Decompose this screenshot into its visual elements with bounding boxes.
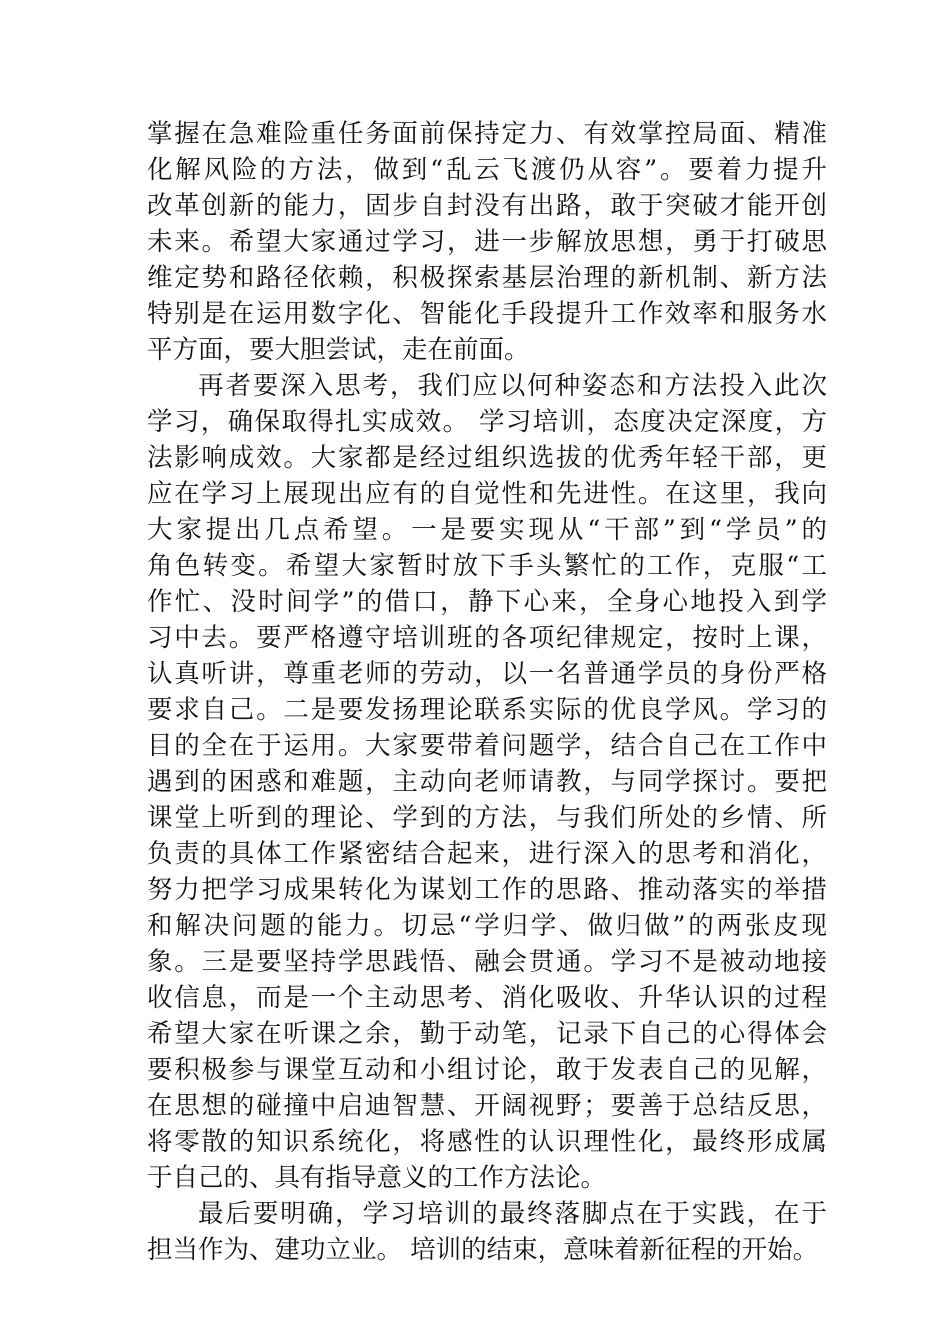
text-line: 担当作为、建功立业。 培训的结束，意味着新征程的开始。 <box>147 1235 819 1265</box>
text-line: 角色转变。希望大家暂时放下手头繁忙的工作，克服“工 <box>147 551 827 581</box>
text-line: 维定势和路径依赖，积极探索基层治理的新机制、新方法 <box>147 263 827 293</box>
text-line: 要积极参与课堂互动和小组讨论，敢于发表自己的见解， <box>147 1055 827 1085</box>
text-line: 象。三是要坚持学思践悟、融会贯通。学习不是被动地接 <box>147 947 827 977</box>
text-line: 再者要深入思考，我们应以何种姿态和方法投入此次 <box>198 371 827 401</box>
text-line: 于自己的、具有指导意义的工作方法论。 <box>147 1163 607 1193</box>
text-line: 应在学习上展现出应有的自觉性和先进性。在这里，我向 <box>147 479 827 509</box>
text-line: 化解风险的方法，做到“乱云飞渡仍从容”。要着力提升 <box>147 155 827 185</box>
text-line: 学习，确保取得扎实成效。 学习培训，态度决定深度，方 <box>147 407 827 437</box>
text-line: 将零散的知识系统化，将感性的认识理性化，最终形成属 <box>147 1127 827 1157</box>
text-line: 未来。希望大家通过学习，进一步解放思想，勇于打破思 <box>147 227 827 257</box>
document-body-text <box>147 116 827 1268</box>
text-line: 大家提出几点希望。一是要实现从“干部”到“学员”的 <box>147 515 827 545</box>
text-line: 遇到的困惑和难题，主动向老师请教，与同学探讨。要把 <box>147 767 827 797</box>
text-line: 在思想的碰撞中启迪智慧、开阔视野；要善于总结反思， <box>147 1091 827 1121</box>
text-line: 习中去。要严格遵守培训班的各项纪律规定，按时上课， <box>147 623 827 653</box>
text-line: 和解决问题的能力。切忌“学归学、做归做”的两张皮现 <box>147 911 827 941</box>
text-line: 认真听讲，尊重老师的劳动，以一名普通学员的身份严格 <box>147 659 827 689</box>
text-line: 要求自己。二是要发扬理论联系实际的优良学风。学习的 <box>147 695 827 725</box>
text-line: 最后要明确，学习培训的最终落脚点在于实践，在于 <box>198 1199 827 1229</box>
text-line: 努力把学习成果转化为谋划工作的思路、推动落实的举措 <box>147 875 827 905</box>
text-line: 作忙、没时间学”的借口，静下心来，全身心地投入到学 <box>147 587 827 617</box>
text-line: 课堂上听到的理论、学到的方法，与我们所处的乡情、所 <box>147 803 827 833</box>
text-line: 改革创新的能力，固步自封没有出路，敢于突破才能开创 <box>147 191 827 221</box>
text-line: 平方面，要大胆尝试，走在前面。 <box>147 335 530 365</box>
text-line: 希望大家在听课之余，勤于动笔，记录下自己的心得体会 <box>147 1019 827 1049</box>
text-line: 特别是在运用数字化、智能化手段提升工作效率和服务水 <box>147 299 827 329</box>
text-line: 掌握在急难险重任务面前保持定力、有效掌控局面、精准 <box>147 119 827 149</box>
text-line: 收信息，而是一个主动思考、消化吸收、升华认识的过程 <box>147 983 827 1013</box>
text-line: 法影响成效。大家都是经过组织选拔的优秀年轻干部，更 <box>147 443 827 473</box>
text-line: 目的全在于运用。大家要带着问题学，结合自己在工作中 <box>147 731 827 761</box>
text-line: 负责的具体工作紧密结合起来，进行深入的思考和消化， <box>147 839 827 869</box>
